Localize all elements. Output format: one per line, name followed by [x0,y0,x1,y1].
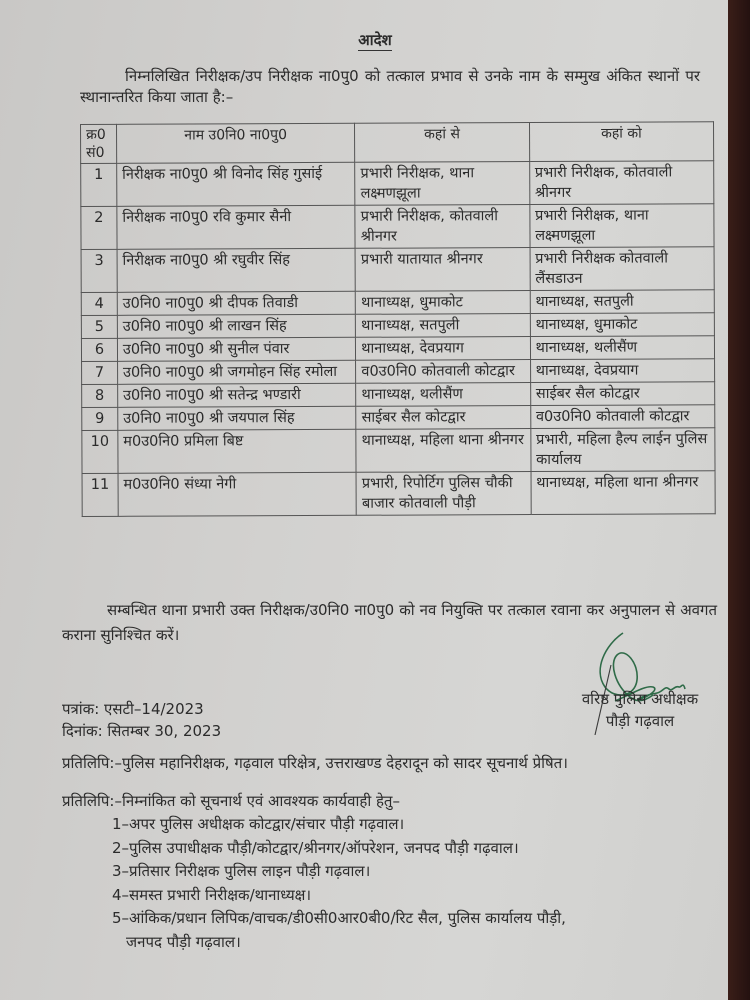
letter-meta [62,698,221,742]
table-header-row [81,122,714,164]
letter-number: पत्रांक: एसटी–14/2023 [62,700,204,718]
cell-name: उ0नि0 ना0पु0 श्री सुनील पंवार [117,337,355,361]
copy-list [62,813,722,954]
cell-name: उ0नि0 ना0पु0 श्री सतेन्द्र भण्डारी [118,383,356,407]
copy-to-heading: प्रतिलिपि:–निम्नांकित को सूचनार्थ एवं आवश्यक कार्यवाही हेतु– [62,792,400,810]
cell-from: थानाध्यक्ष, धुमाकोट [356,291,531,315]
cell-to: थानाध्यक्ष, सतपुली [530,290,714,314]
copy-to-secondary [62,790,722,954]
cell-serial: 4 [81,292,117,315]
cell-from: थानाध्यक्ष, महिला थाना श्रीनगर [356,429,531,473]
cell-to: प्रभारी निरीक्षक, थाना लक्ष्मणझूला [530,204,714,248]
cell-from: प्रभारी निरीक्षक, थाना लक्ष्मणझूला [355,162,530,206]
table-row [82,471,715,517]
cell-from: व0उ0नि0 कोतवाली कोटद्वार [356,360,531,384]
list-item: 3–प्रतिसार निरीक्षक पुलिस लाइन पौड़ी गढ़वाल। [112,862,371,880]
cell-name: उ0नि0 ना0पु0 श्री लाखन सिंह [117,314,355,338]
cell-from: थानाध्यक्ष, सतपुली [356,314,531,338]
cell-serial: 8 [82,384,118,407]
cell-name: म0उ0नि0 प्रमिला बिष्ट [118,429,357,473]
cell-to: थानाध्यक्ष, देवप्रयाग [530,359,714,383]
cell-from: थानाध्यक्ष, देवप्रयाग [356,337,531,361]
cell-serial: 5 [81,315,117,338]
intro-paragraph: निम्नलिखित निरीक्षक/उप निरीक्षक ना0पु0 को तत्काल प्रभाव से उनके नाम के सम्मुख अंकित स्थानों पर स्थानान्तरित किया जाता है:– [80,67,700,106]
header-to: कहां को [529,122,713,162]
cell-name: उ0नि0 ना0पु0 श्री दीपक तिवाडी [117,291,355,315]
letter-date: दिनांक: सितम्बर 30, 2023 [62,722,222,740]
cell-to: व0उ0नि0 कोतवाली कोटद्वार [530,405,714,429]
signatory-block [565,688,715,732]
closing-paragraph: सम्बन्धित थाना प्रभारी उक्त निरीक्षक/उ0नि0 ना0पु0 को नव नियुक्ति पर तत्काल रवाना कर अनुपालन से अवगत कराना सुनिश्चित करें। [62,601,717,644]
desk-background [728,0,750,1000]
order-title: आदेश [358,31,392,49]
signatory-designation: वरिष्ठ पुलिस अधीक्षक [581,690,699,708]
cell-serial: 2 [81,206,117,249]
cell-from: प्रभारी निरीक्षक, कोतवाली श्रीनगर [355,205,530,249]
header-from: कहां से [355,123,530,163]
header-name: नाम उ0नि0 ना0पु0 [116,123,355,163]
cell-serial: 9 [82,407,118,430]
cell-name: म0उ0नि0 संध्या नेगी [118,472,357,516]
cell-to: प्रभारी निरीक्षक कोतवाली लैंसडाउन [530,247,714,291]
table-row [81,336,714,362]
cell-name: निरीक्षक ना0पु0 श्री विनोद सिंह गुसांई [117,162,356,206]
cell-serial: 11 [82,473,118,516]
cell-to: साईबर सैल कोटद्वार [530,382,714,406]
signatory-location: पौड़ी गढ़वाल [605,712,675,730]
cell-serial: 6 [81,338,117,361]
copy-to-primary: प्रतिलिपि:–पुलिस महानिरीक्षक, गढ़वाल परिक्षेत्र, उत्तराखण्ड देहरादून को सादर सूचनार्थ प्रेषित। [62,754,568,772]
table-row [81,290,714,316]
table-row [82,382,715,408]
cell-to: थानाध्यक्ष, महिला थाना श्रीनगर [531,471,715,515]
cell-to: प्रभारी, महिला हैल्प लाईन पुलिस कार्यालय [531,428,715,472]
cell-from: प्रभारी, रिपोर्टिग पुलिस चौकी बाजार कोतवाली पौड़ी [356,472,531,516]
cell-from: थानाध्यक्ष, थलीसैंण [356,383,531,407]
cell-to: थानाध्यक्ष, थलीसैंण [530,336,714,360]
cell-to: थानाध्यक्ष, धुमाकोट [530,313,714,337]
list-item: 2–पुलिस उपाधीक्षक पौड़ी/कोटद्वार/श्रीनगर/ऑपरेशन, जनपद पौड़ी गढ़वाल। [112,838,519,857]
cell-serial: 1 [81,163,117,206]
header-serial-number: क्र0 सं0 [81,124,117,163]
list-item: 1–अपर पुलिस अधीक्षक कोटद्वार/संचार पौड़ी गढ़वाल। [112,815,405,833]
table-row [81,247,714,293]
table-row [81,161,714,207]
table-row [82,405,715,431]
list-item: 4–समस्त प्रभारी निरीक्षक/थानाध्यक्ष। [112,885,312,904]
cell-name: निरीक्षक ना0पु0 रवि कुमार सैनी [117,205,356,249]
cell-serial: 3 [81,249,117,292]
cell-from: प्रभारी यातायात श्रीनगर [355,248,530,292]
cell-name: निरीक्षक ना0पु0 श्री रघुवीर सिंह [117,248,356,292]
table-row [82,428,715,474]
cell-to: प्रभारी निरीक्षक, कोतवाली श्रीनगर [529,161,713,205]
table-row [82,359,715,385]
table-row [81,204,714,250]
cell-name: उ0नि0 ना0पु0 श्री जगमोहन सिंह रमोला [117,360,355,384]
transfer-table [80,121,716,517]
cell-from: साईबर सैल कोटद्वार [356,406,531,430]
cell-name: उ0नि0 ना0पु0 श्री जयपाल सिंह [118,406,356,430]
list-item: 5–आंकिक/प्रधान लिपिक/वाचक/डी0सी0आर0बी0/रिट सैल, पुलिस कार्यालय पौड़ी, जनपद पौड़ी गढ़वाल। [112,909,566,951]
cell-serial: 7 [82,361,118,384]
table-row [81,313,714,339]
cell-serial: 10 [82,430,118,473]
